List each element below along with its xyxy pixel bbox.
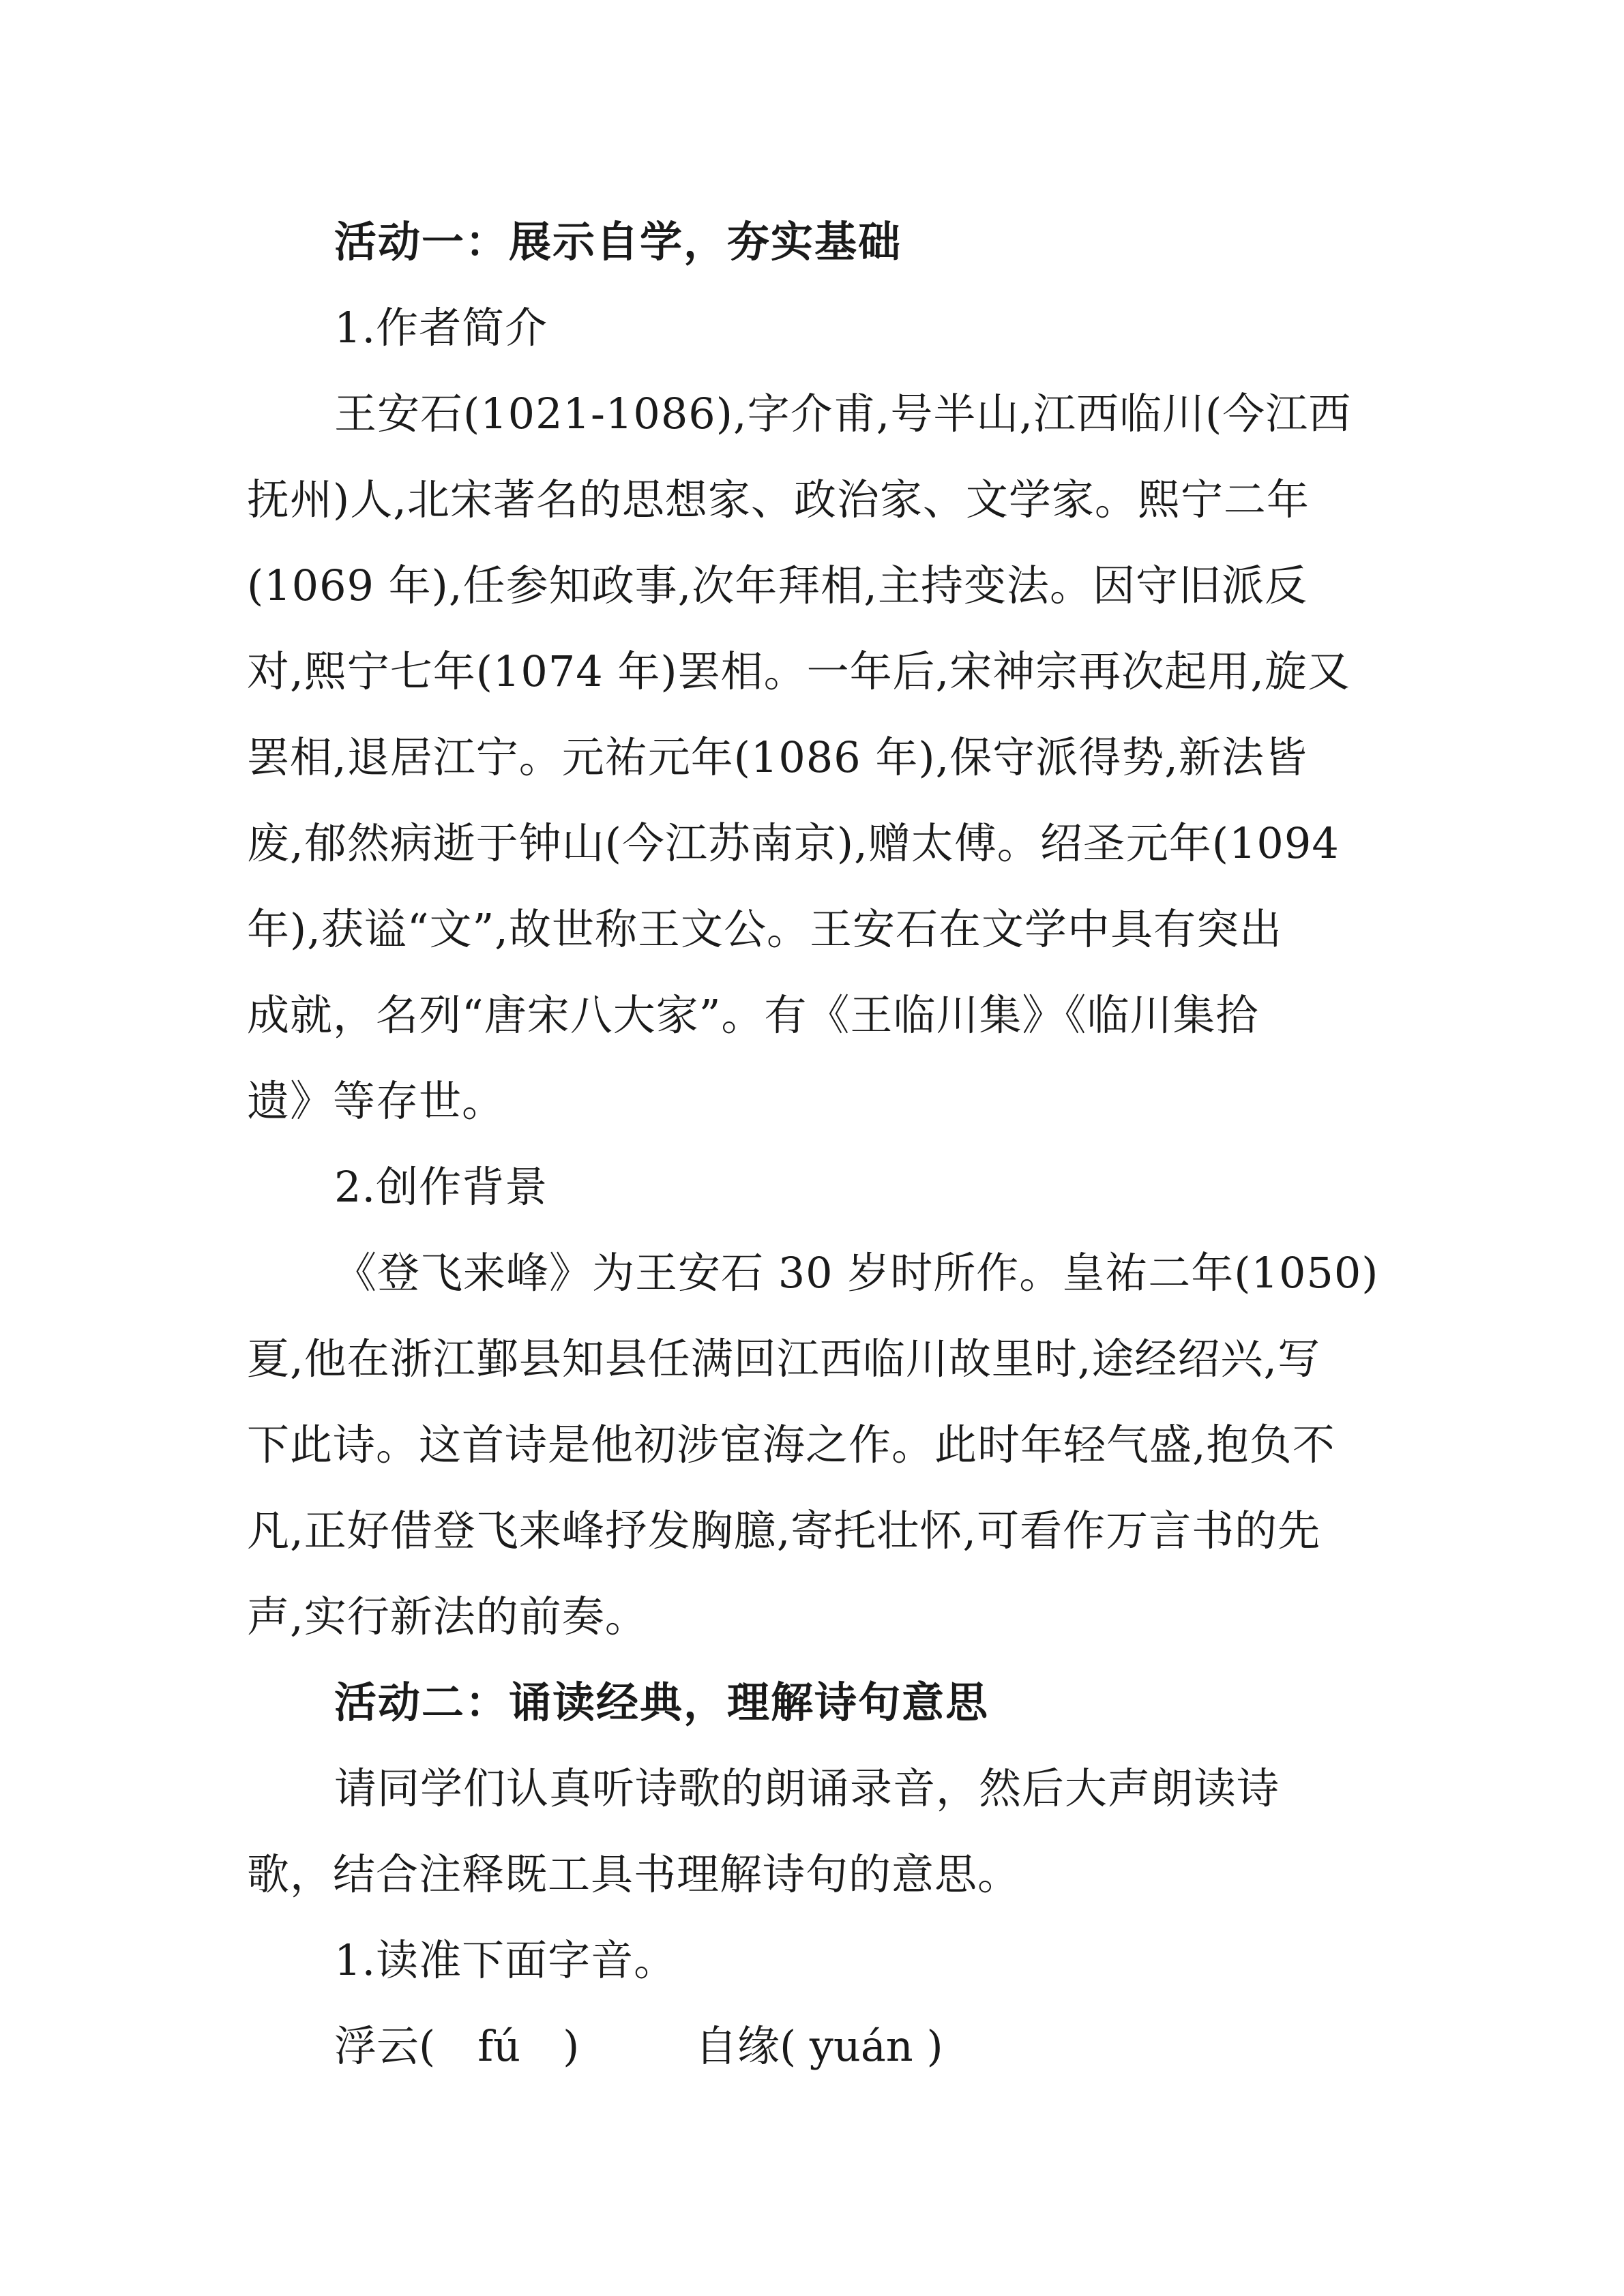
bio-line: 成就，名列“唐宋八大家”。有《王临川集》《临川集拾 [247, 990, 1259, 1040]
background-line: 夏,他在浙江鄞县知县任满回江西临川故里时,途经绍兴,写 [247, 1334, 1321, 1384]
pinyin-row [247, 2003, 1365, 2089]
background-title: 2.创作背景 [334, 1162, 548, 1212]
bio-line: 王安石(1021-1086),字介甫,号半山,江西临川(今江西 [334, 389, 1352, 438]
background-line: 《登飞来峰》为王安石 30 岁时所作。皇祐二年(1050) [334, 1248, 1379, 1298]
activity2-heading: 活动二：诵读经典，理解诗句意思 [334, 1678, 990, 1727]
activity1-heading: 活动一：展示自学，夯实基础 [334, 217, 902, 267]
pronunciation-title: 1.读准下面字音。 [334, 1935, 677, 1985]
activity2-intro-line: 请同学们认真听诗歌的朗诵录音，然后大声朗读诗 [334, 1763, 1280, 1813]
bio-line: 年),获谥“文”,故世称王文公。王安石在文学中具有突出 [247, 904, 1282, 954]
background-line: 下此诗。这首诗是他初涉宦海之作。此时年轻气盛,抱负不 [247, 1420, 1335, 1470]
bio-line: 遗》等存世。 [247, 1076, 505, 1126]
bio-line: 抚州)人,北宋著名的思想家、政治家、文学家。熙宁二年 [247, 475, 1310, 524]
bio-line: 废,郁然病逝于钟山(今江苏南京),赠太傅。绍圣元年(1094 [247, 818, 1340, 868]
background-line: 凡,正好借登飞来峰抒发胸臆,寄托壮怀,可看作万言书的先 [247, 1506, 1321, 1555]
pinyin-item-ziyuan: 自缘( yuán ) [694, 2021, 943, 2071]
bio-line: 罢相,退居江宁。元祐元年(1086 年),保守派得势,新法皆 [247, 732, 1308, 782]
background-line: 声,实行新法的前奏。 [247, 1592, 648, 1641]
document-content [247, 199, 1379, 2089]
bio-line: (1069 年),任参知政事,次年拜相,主持变法。因守旧派反 [247, 561, 1308, 610]
author-intro-title: 1.作者简介 [334, 303, 548, 353]
bio-line: 对,熙宁七年(1074 年)罢相。一年后,宋神宗再次起用,旋又 [247, 646, 1350, 696]
pinyin-item-fuyun: 浮云( fú ) [334, 2021, 580, 2071]
activity2-intro-line: 歌，结合注释既工具书理解诗句的意思。 [247, 1849, 1021, 1899]
